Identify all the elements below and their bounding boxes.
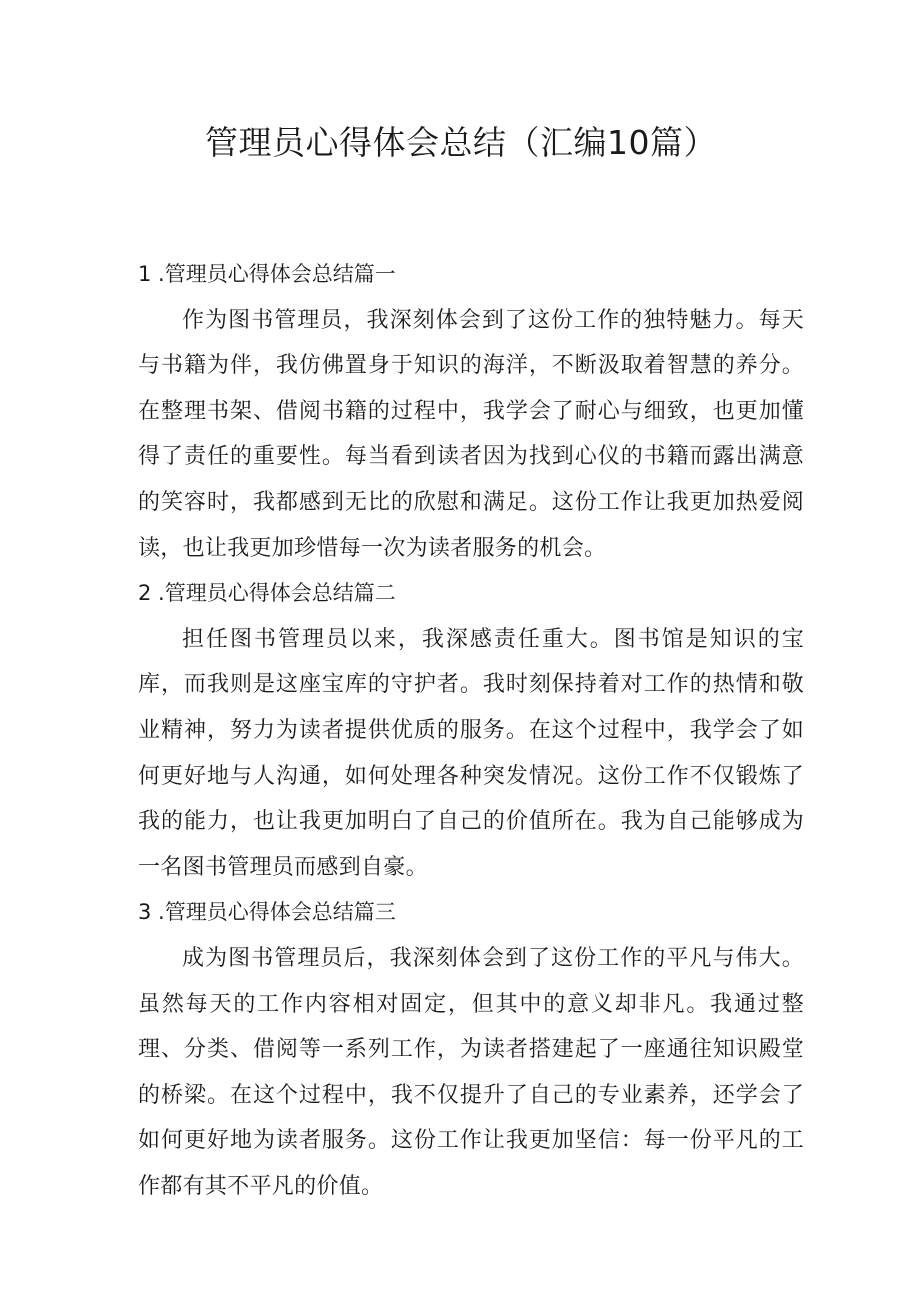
section-paragraph-3: 成为图书管理员后，我深刻体会到了这份工作的平凡与伟大。虽然每天的工作内容相对固定，但其中的意义却非凡。我通过整理、分类、借阅等一系列工作，为读者搭建起了一座通往知识殿堂的桥梁。在这个过程中，我不仅提升了自己的专业素养，还学会了如何更好地为读者服务。这份工作让我更加坚信：每一份平凡的工作都有其不平凡的价值。 (138, 945, 804, 1199)
section-paragraph-1: 作为图书管理员，我深刻体会到了这份工作的独特魅力。每天与书籍为伴，我仿佛置身于知识的海洋，不断汲取着智慧的养分。在整理书架、借阅书籍的过程中，我学会了耐心与细致，也更加懂得了责任的重要性。每当看到读者因为找到心仪的书籍而露出满意的笑容时，我都感到无比的欣慰和满足。这份工作让我更加热爱阅读，也让我更加珍惜每一次为读者服务的机会。 (138, 307, 804, 561)
section-heading-2: 2 .管理员心得体会总结篇二 (138, 581, 396, 606)
section-heading-3: 3 .管理员心得体会总结篇三 (138, 900, 396, 925)
section-paragraph-2: 担任图书管理员以来，我深感责任重大。图书馆是知识的宝库，而我则是这座宝库的守护者。我时刻保持着对工作的热情和敬业精神，努力为读者提供优质的服务。在这个过程中，我学会了如何更好地与人沟通，如何处理各种突发情况。这份工作不仅锻炼了我的能力，也让我更加明白了自己的价值所在。我为自己能够成为一名图书管理员而感到自豪。 (138, 626, 804, 880)
document-title: 管理员心得体会总结（汇编10篇） (205, 123, 717, 162)
section-heading-1: 1 .管理员心得体会总结篇一 (138, 262, 396, 286)
document-body (138, 252, 804, 1209)
